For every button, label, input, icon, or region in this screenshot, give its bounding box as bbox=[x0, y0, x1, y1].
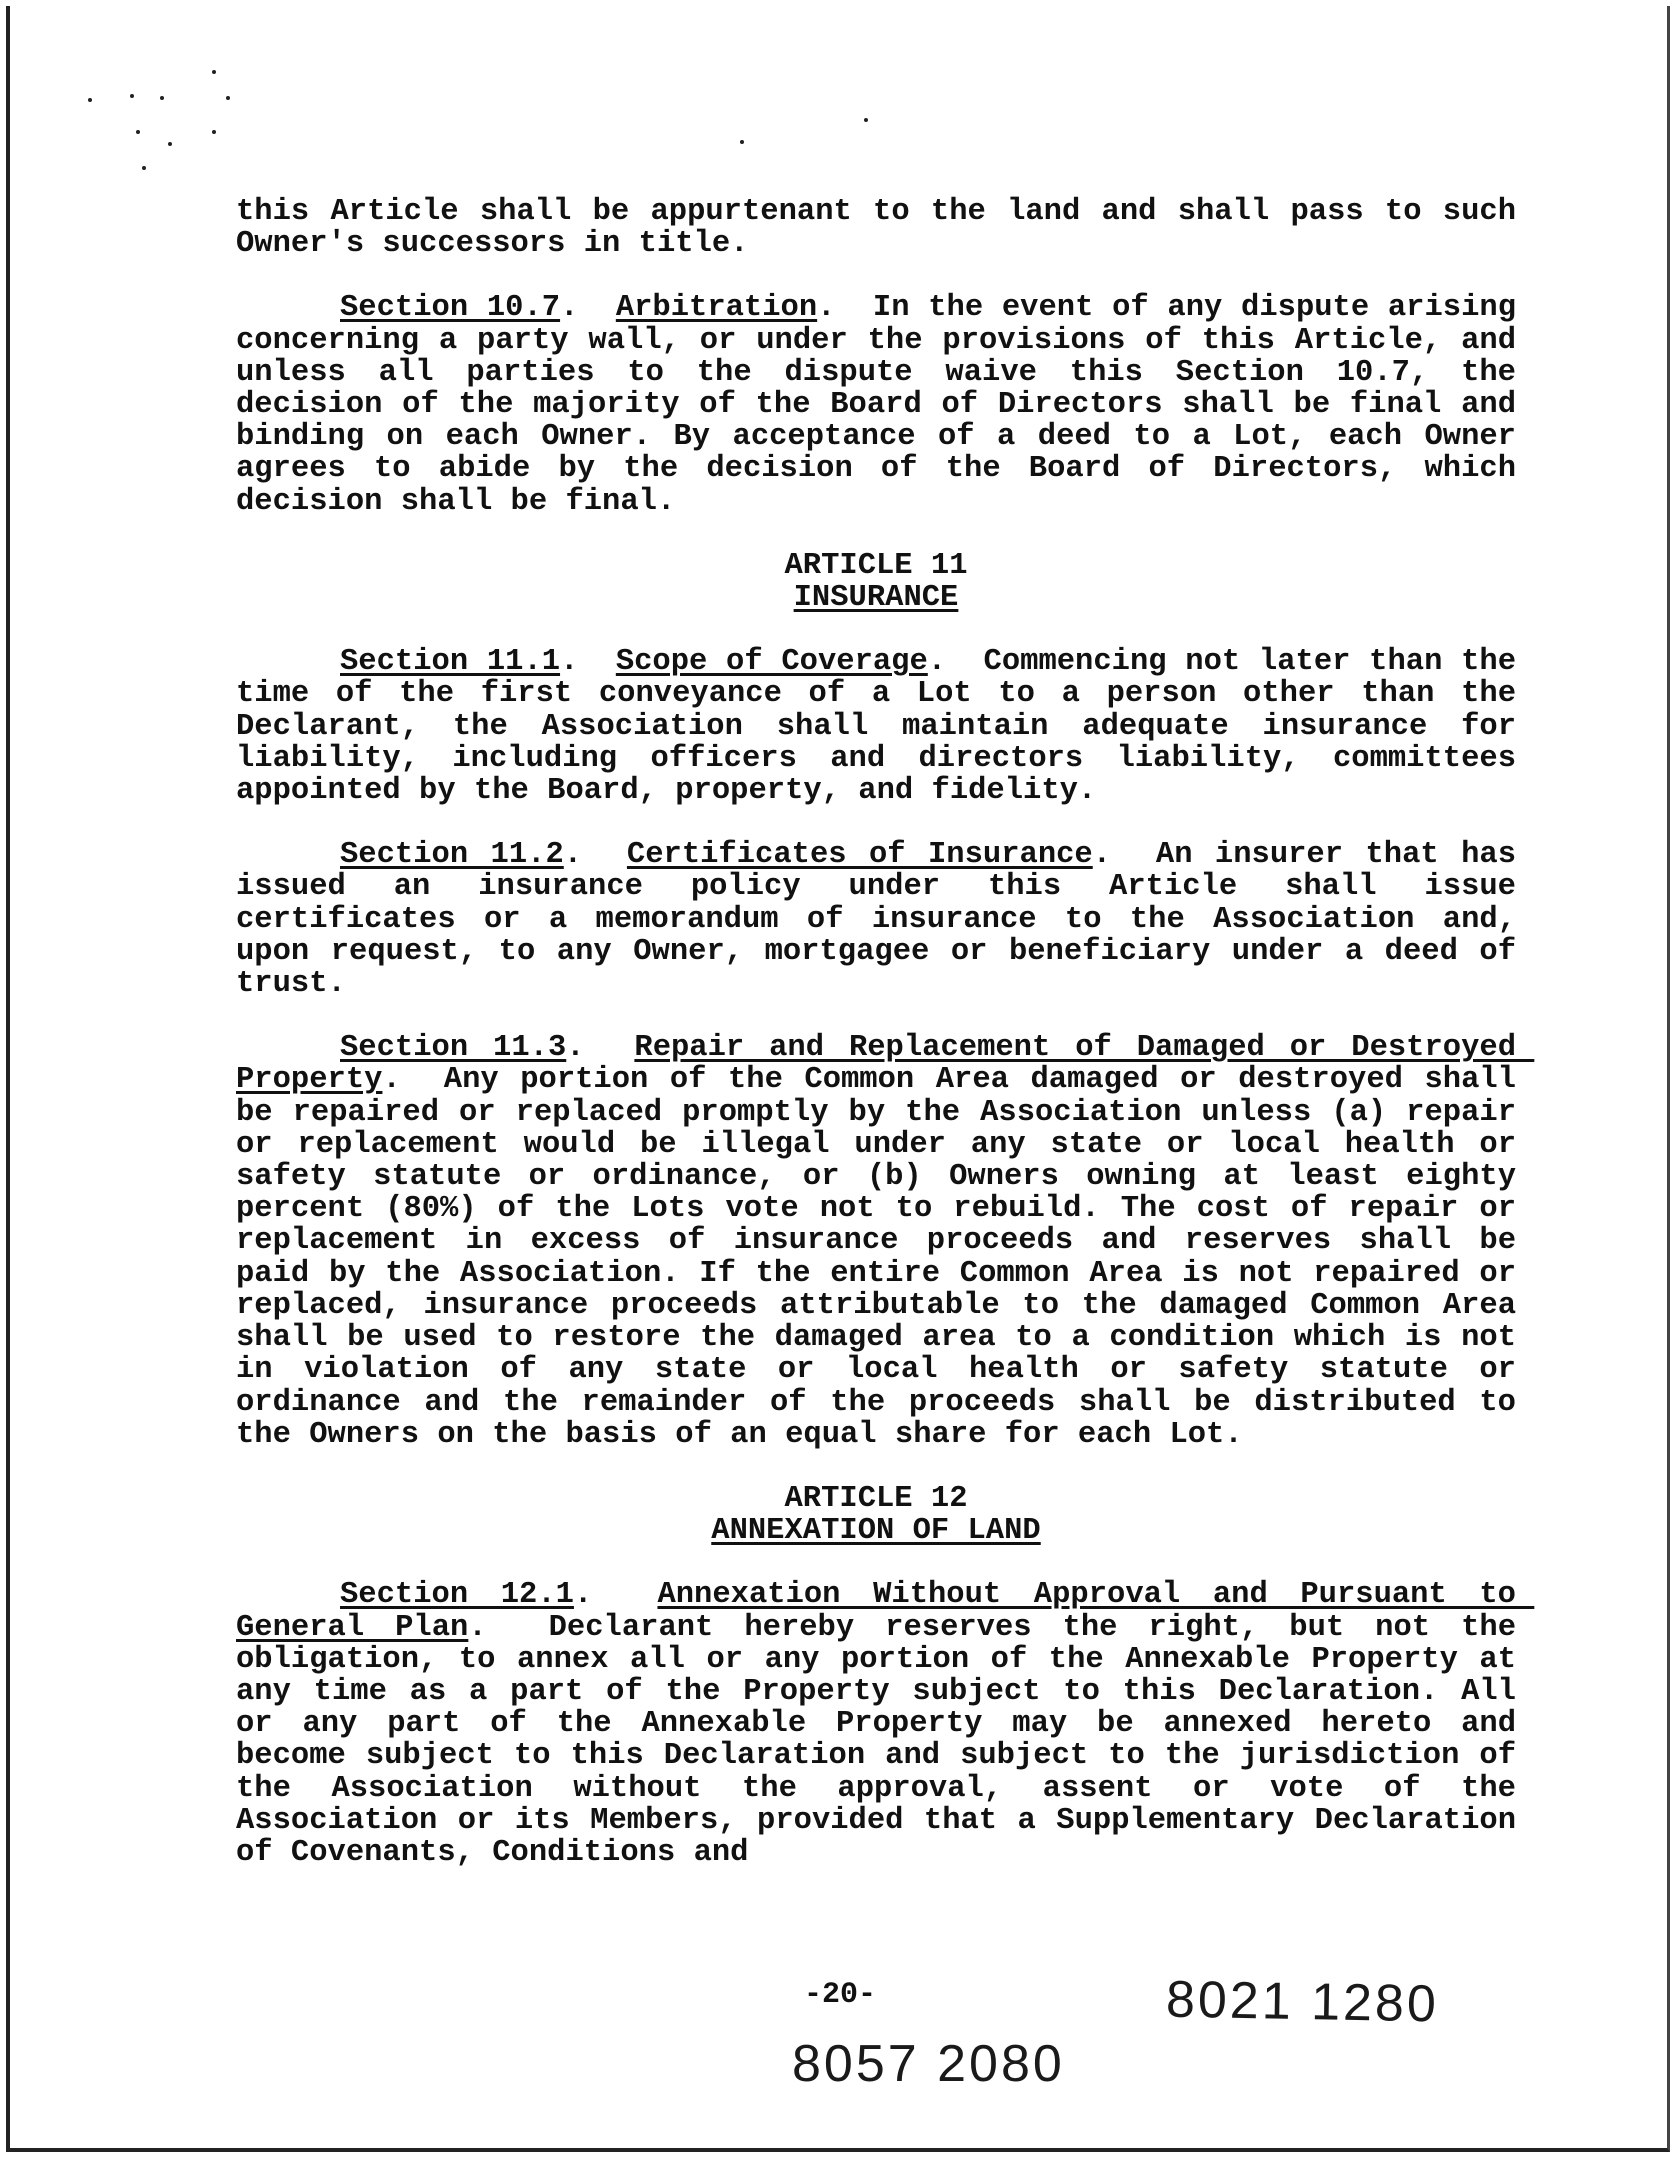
section-12-1: Section 12.1. Annexation Without Approval and Pursuant to General Plan. Declarant hereby reserves the right, but not the obligation, to annex all or any portion of the Annexable Property at any time as a part of the Property subject to this Declaration. All or any part of the Annexable Property may be annexed hereto and become subject to this Declaration and subject to the jurisdiction of the Association without the approval, assent or vote of the Association or its Members, provided that a Supplementary Declaration of Covenants, Conditions and bbox=[236, 1578, 1535, 1870]
scan-speck bbox=[142, 166, 146, 170]
section-11-2: Section 11.2. Certificates of Insurance. An insurer that has issued an insurance policy under this Article shall issue certificates or a memorandum of insurance to the Association and, upon request, to any Owner, mortgagee or beneficiary under a deed of trust. bbox=[236, 838, 1535, 1002]
section-body: Commencing not later than the time of the first conveyance of a Lot to a person other than the Declarant, the Association shall maintain adequate insurance for liability, including officers and directors liability, committees appointed by the Board, property, and fidelity. bbox=[236, 645, 1535, 809]
section-number: Section 11.2 bbox=[340, 838, 564, 873]
scan-speck bbox=[160, 96, 164, 100]
scan-speck bbox=[130, 94, 134, 98]
section-title: Arbitration bbox=[615, 291, 818, 326]
scan-speck bbox=[88, 98, 92, 102]
section-body: Any portion of the Common Area damaged or destroyed shall be repaired or replaced promptly by the Association unless (a) repair or replacement would be illegal under any state or local health or safety statute or ordinance, or (b) Owners owning at least eighty percent (80%) of the Lots vote not to rebuild. The cost of repair or replacement in excess of insurance proceeds and reserves shall be paid by the Association. If the entire Common Area is not repaired or replaced, insurance proceeds attributable to the damaged Common Area shall be used to restore the damaged area to a condition which is not in violation of any state or local health or safety statute or ordinance and the remainder of the proceeds shall be distributed to the Owners on the basis of an equal share for each Lot. bbox=[236, 1063, 1535, 1452]
scan-speck bbox=[212, 70, 216, 74]
section-body: An insurer that has issued an insurance policy under this Article shall issue certificates or a memorandum of insurance to the Association and, upon request, to any Owner, mortgagee or beneficiary under a deed of trust. bbox=[236, 838, 1535, 1002]
section-10-7: Section 10.7. Arbitration. In the event of any dispute arising concerning a party wall, or under the provisions of this Article, and unless all parties to the dispute waive this Section 10.7, the decision of the majority of the Board of Directors shall be final and binding on each Owner. By acceptance of a deed to a Lot, each Owner agrees to abide by the decision of the Board of Directors, which decision shall be final. bbox=[236, 291, 1535, 519]
article-12-title: ANNEXATION OF LAND bbox=[711, 1514, 1041, 1549]
section-title: Certificates of Insurance bbox=[626, 838, 1093, 873]
section-body: Declarant hereby reserves the right, but not the obligation, to annex all or any portion of the Annexable Property at any time as a part of the Property subject to this Declaration. All or any part of the Annexable Property may be annexed hereto and become subject to this Declaration and subject to the jurisdiction of the Association without the approval, assent or vote of the Association or its Members, provided that a Supplementary Declaration of Covenants, Conditions and bbox=[236, 1610, 1535, 1870]
carryover-paragraph: this Article shall be appurtenant to the land and shall pass to such Owner's successors in title. bbox=[236, 195, 1535, 262]
section-body: In the event of any dispute arising concerning a party wall, or under the provisions of this Article, and unless all parties to the dispute waive this Section 10.7, the decision of the majority of the Board of Directors shall be final and binding on each Owner. By acceptance of a deed to a Lot, each Owner agrees to abide by the decision of the Board of Directors, which decision shall be final. bbox=[236, 291, 1535, 519]
section-number: Section 12.1 bbox=[340, 1578, 574, 1613]
scan-speck bbox=[226, 96, 230, 100]
scan-speck bbox=[212, 130, 216, 134]
article-11-title: INSURANCE bbox=[793, 581, 959, 616]
section-11-3: Section 11.3. Repair and Replacement of Damaged or Destroyed Property. Any portion of the Common Area damaged or destroyed shall be repaired or replaced promptly by the Association unless (a) repair or replacement would be illegal under any state or local health or safety statute or ordinance, or (b) Owners owning at least eighty percent (80%) of the Lots vote not to rebuild. The cost of repair or replacement in excess of insurance proceeds and reserves shall be paid by the Association. If the entire Common Area is not repaired or replaced, insurance proceeds attributable to the damaged Common Area shall be used to restore the damaged area to a condition which is not in violation of any state or local health or safety statute or ordinance and the remainder of the proceeds shall be distributed to the Owners on the basis of an equal share for each Lot. bbox=[236, 1031, 1535, 1452]
section-title: Scope of Coverage bbox=[615, 645, 928, 680]
scan-speck bbox=[168, 142, 172, 146]
section-number: Section 11.1 bbox=[340, 645, 561, 680]
scan-speck bbox=[740, 140, 744, 144]
section-number: Section 11.3 bbox=[340, 1031, 567, 1066]
page-number: -20- bbox=[803, 1978, 876, 2012]
scan-speck bbox=[136, 130, 140, 134]
document-body bbox=[236, 195, 1535, 1870]
section-number: Section 10.7 bbox=[340, 291, 561, 326]
section-title: Repair and Replacement of Damaged or Destroyed Property bbox=[236, 1031, 1535, 1098]
section-title: Annexation Without Approval and Pursuant to General Plan bbox=[236, 1578, 1535, 1645]
scan-speck bbox=[864, 118, 868, 122]
bates-stamp-left: 8057 2080 bbox=[792, 2035, 1065, 2093]
bates-stamp-right: 8021 1280 bbox=[1165, 1970, 1440, 2034]
article-12-heading: ARTICLE 12 bbox=[784, 1481, 968, 1516]
section-11-1: Section 11.1. Scope of Coverage. Commencing not later than the time of the first conveyance of a Lot to a person other than the Declarant, the Association shall maintain adequate insurance for liability, including officers and directors liability, committees appointed by the Board, property, and fidelity. bbox=[236, 645, 1535, 809]
article-11-heading: ARTICLE 11 bbox=[784, 548, 968, 583]
